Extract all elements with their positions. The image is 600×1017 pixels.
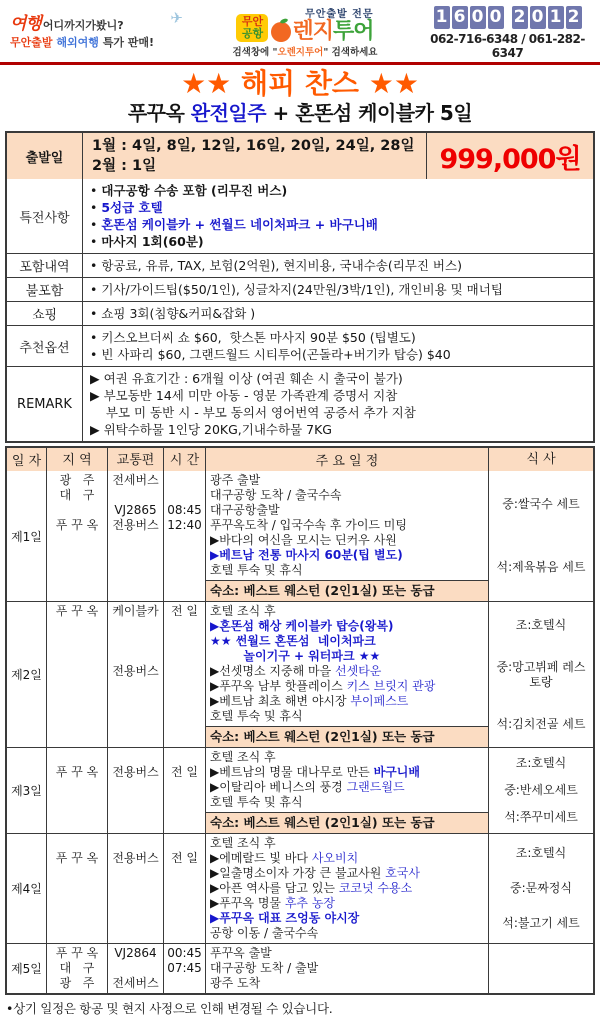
transport-line xyxy=(108,634,163,649)
transport-line xyxy=(108,750,163,765)
transport-line: 케이블카 xyxy=(112,604,159,618)
meal-cell xyxy=(489,748,593,833)
summary-row xyxy=(7,325,593,366)
summary-row-label: REMARK xyxy=(7,367,83,441)
column-header: 주 요 일 정 xyxy=(206,448,489,471)
title-text: 해피 찬스 xyxy=(241,67,359,100)
day-label: 제2일 xyxy=(7,602,47,747)
region-cell xyxy=(47,602,108,747)
region-line: 푸 꾸 옥 xyxy=(55,518,99,532)
meal-item: 중:망고뷔페 레스토랑 xyxy=(496,659,586,689)
day-label: 제5일 xyxy=(7,944,47,993)
page-title xyxy=(0,68,600,100)
region-cell xyxy=(47,834,108,943)
transport-cell xyxy=(108,748,164,833)
region-line: 대 구 xyxy=(59,488,95,502)
lodging-bar: 숙소: 베스트 웨스턴 (2인1실) 또는 동급 xyxy=(206,580,488,601)
text-line: ▶선셋명소 지중해 마을 선셋타운 xyxy=(210,664,382,678)
transport-cell xyxy=(108,471,164,601)
schedule-lines xyxy=(206,944,488,993)
region-cell xyxy=(47,471,108,601)
summary-row-label: 불포함 xyxy=(7,278,83,301)
transport-line xyxy=(108,961,163,976)
text-line: 호텔 투숙 및 휴식 xyxy=(210,563,303,577)
orange-fruit-icon xyxy=(271,22,291,42)
summary-row-body xyxy=(83,179,593,253)
day-row xyxy=(7,601,593,747)
summary-row-label: 쇼핑 xyxy=(7,302,83,325)
region-cell xyxy=(47,748,108,833)
text-line: ▶일출명소이자 가장 큰 불교사원 호국사 xyxy=(210,866,420,880)
price: 999,000원 xyxy=(439,143,581,175)
transport-line: 전용버스 xyxy=(112,765,159,779)
departure-label: 출발일 xyxy=(7,133,83,179)
meal-item: 석:김치전골 세트 xyxy=(496,716,586,731)
meal-item: 조:호텔식 xyxy=(515,846,567,860)
text-line: 대구공항 도착 / 출국수속 xyxy=(210,488,342,502)
summary-row-label: 포함내역 xyxy=(7,254,83,277)
day-row xyxy=(7,833,593,943)
left-brand: 여행 xyxy=(10,13,41,34)
region-line: 광 주 xyxy=(59,473,95,487)
subtitle-segment: 완전일주 xyxy=(190,101,267,125)
hotline-digit: 1 xyxy=(434,6,450,29)
text-line: 호텔 조식 후 xyxy=(210,604,276,618)
schedule-cell xyxy=(206,748,489,833)
meal-item: 석:쭈꾸미세트 xyxy=(504,810,578,824)
region-line xyxy=(47,503,107,518)
column-header: 교통편 xyxy=(108,448,164,471)
text-line: • 쇼핑 3회(침향&커피&잡화 ) xyxy=(90,306,256,321)
transport-line xyxy=(108,488,163,503)
text-line: ▶푸꾸옥 남부 핫플레이스 키스 브릿지 관광 xyxy=(210,679,436,693)
schedule-lines xyxy=(206,834,488,943)
text-line: 푸꾸옥도착 / 입국수속 후 가이드 미팅 xyxy=(210,518,407,532)
center-top-line: 무안출발 전문 xyxy=(305,9,374,20)
region-line: 대 구 xyxy=(59,961,95,975)
text-line: ▶에메랄드 빛 바다 사오비치 xyxy=(210,851,359,865)
day-label: 제4일 xyxy=(7,834,47,943)
hotline-digit: 6 xyxy=(452,6,468,29)
time-cell xyxy=(164,471,206,601)
transport-line xyxy=(108,619,163,634)
transport-line xyxy=(108,649,163,664)
region-line xyxy=(47,836,107,851)
text-line: ★★ 썬월드 혼똔섬 네이처파크 xyxy=(210,634,376,648)
column-header: 식 사 xyxy=(526,452,556,467)
itinerary-header-row xyxy=(7,448,593,471)
region-line xyxy=(47,750,107,765)
day-label: 제3일 xyxy=(7,748,47,833)
summary-row xyxy=(7,179,593,253)
phone-numbers: 062-716-6348 / 061-282-6347 xyxy=(430,32,585,60)
text-line: 대구공항출발 xyxy=(210,503,280,517)
transport-cell xyxy=(108,834,164,943)
schedule-lines xyxy=(206,748,488,812)
meal-item: 석:불고기 세트 xyxy=(502,916,580,930)
text-line: 광주 도착 xyxy=(210,976,261,990)
text-line: 호텔 투숙 및 휴식 xyxy=(210,709,303,723)
transport-line: 전세버스 xyxy=(112,473,159,487)
subtitle-segment: 푸꾸옥 xyxy=(127,101,191,125)
departure-row xyxy=(7,133,593,179)
meal-cell xyxy=(489,944,593,993)
summary-row-body xyxy=(83,278,593,301)
left-tagline: 어디까지가봤니? xyxy=(42,18,124,32)
text-line: 호텔 조식 후 xyxy=(210,750,276,764)
search-hint: 검색창에 "오렌지투어" 검색하세요 xyxy=(232,47,378,58)
summary-row xyxy=(7,301,593,325)
star-icons-left: ★★ xyxy=(181,67,232,100)
departure-dates xyxy=(83,133,427,179)
time-line: 전 일 xyxy=(171,851,198,865)
hotline-digit: 0 xyxy=(488,6,504,29)
text-line: • 항공료, 유류, TAX, 보험(2억원), 현지비용, 국내수송(리무진 버스) xyxy=(90,258,462,273)
meal-cell xyxy=(489,471,593,601)
itinerary-table xyxy=(5,446,595,995)
time-line: 전 일 xyxy=(171,604,198,618)
hotline-digit: 2 xyxy=(566,6,582,29)
text-line: ▶ 위탁수하물 1인당 20KG,기내수하물 7KG xyxy=(90,422,332,437)
text-line: 호텔 조식 후 xyxy=(210,836,276,850)
transport-line: VJ2865 xyxy=(114,503,157,517)
itinerary-days xyxy=(7,471,593,993)
transport-line: 전용버스 xyxy=(112,851,159,865)
text-line: 대구공항 도착 / 출발 xyxy=(210,961,319,975)
schedule-lines xyxy=(206,471,488,580)
transport-cell xyxy=(108,602,164,747)
text-line: ▶베트남의 명물 대나무로 만든 바구니배 xyxy=(210,765,420,779)
hotline-digits xyxy=(425,6,590,29)
text-line: 호텔 투숙 및 휴식 xyxy=(210,795,303,809)
text-line: 부모 미 동반 시 - 부모 동의서 영어번역 공증서 추가 지참 xyxy=(90,405,416,420)
schedule-cell xyxy=(206,834,489,943)
time-cell xyxy=(164,602,206,747)
summary-table xyxy=(5,131,595,443)
day-row xyxy=(7,747,593,833)
time-line xyxy=(164,488,205,503)
summary-row xyxy=(7,253,593,277)
text-line: • 혼똔섬 케이블카 + 썬월드 네이처파크 + 바구니배 xyxy=(90,217,378,232)
transport-line xyxy=(108,836,163,851)
meal-item: 조:호텔식 xyxy=(515,617,567,632)
transport-line: VJ2864 xyxy=(114,946,157,960)
text-line: ▶푸꾸옥 대표 즈엉동 야시장 xyxy=(210,911,360,925)
departure-date-line: 1월 : 4일, 8일, 12일, 16일, 20일, 24일, 28일 xyxy=(92,138,415,154)
column-header: 일 자 xyxy=(7,448,47,471)
center-logo xyxy=(210,8,400,58)
region-line: 푸 꾸 옥 xyxy=(55,851,99,865)
meal-cell xyxy=(489,602,593,747)
summary-row xyxy=(7,277,593,301)
hotline-digit: 0 xyxy=(530,6,546,29)
time-line: 07:45 xyxy=(167,961,202,975)
summary-row xyxy=(7,366,593,441)
summary-row-body xyxy=(83,367,593,441)
day-row xyxy=(7,943,593,993)
column-header: 지 역 xyxy=(47,448,108,471)
time-line: 00:45 xyxy=(167,946,202,960)
airport-badge: 무안 공항 xyxy=(236,14,268,42)
schedule-cell xyxy=(206,602,489,747)
time-line: 전 일 xyxy=(171,765,198,779)
text-line: 공항 이동 / 출국수속 xyxy=(210,926,319,940)
text-line: ▶이탈리아 베니스의 풍경 그랜드월드 xyxy=(210,780,405,794)
text-line: ▶바다의 여신을 모시는 딘커우 사원 xyxy=(210,533,397,547)
meal-item: 중:반세오세트 xyxy=(504,783,578,797)
hotline-digit: 2 xyxy=(512,6,528,29)
text-line: • 기사/가이드팁($50/1인), 싱글차지(24만원/3박/1인), 개인비용 및 매너팁 xyxy=(90,282,503,297)
meal-item: 중:문짜정식 xyxy=(509,881,572,895)
text-line: 놀이기구 + 워터파크 ★★ xyxy=(210,649,381,663)
text-line: ▶ 여권 유효기간 : 6개월 이상 (여권 훼손 시 출국이 불가) xyxy=(90,371,403,386)
transport-cell xyxy=(108,944,164,993)
hotline-digit: 0 xyxy=(470,6,486,29)
summary-row-label: 특전사항 xyxy=(7,179,83,253)
text-line: • 5성급 호텔 xyxy=(90,200,163,215)
page-subtitle xyxy=(0,100,600,126)
lodging-bar: 숙소: 베스트 웨스턴 (2인1실) 또는 동급 xyxy=(206,812,488,833)
text-line: ▶베트남 최초 해변 야시장 부이페스트 xyxy=(210,694,409,708)
brand-logo: 렌지 투어 xyxy=(271,22,373,42)
transport-line: 전용버스 xyxy=(112,518,159,532)
time-cell xyxy=(164,944,206,993)
day-row xyxy=(7,471,593,601)
text-line: ▶혼똔섬 해상 케이블카 탑승(왕복) xyxy=(210,619,394,633)
text-line: • 대구공항 수송 포함 (리무진 버스) xyxy=(90,183,288,198)
column-header: 시 간 xyxy=(164,448,206,471)
header xyxy=(0,0,600,60)
summary-rows xyxy=(7,179,593,441)
summary-row-label: 추천옵션 xyxy=(7,326,83,366)
star-icons-right: ★★ xyxy=(368,67,419,100)
text-line: • 키스오브더씨 쇼 $60, 핫스톤 마사지 90분 $50 (팁별도) xyxy=(90,330,416,345)
day-label: 제1일 xyxy=(7,471,47,601)
subtitle-segment: + 혼똔섬 케이블카 5일 xyxy=(266,101,473,125)
region-line: 푸 꾸 옥 xyxy=(55,604,99,618)
hotline-digit: 1 xyxy=(548,6,564,29)
text-line: ▶베트남 전통 마사지 60분(팁 별도) xyxy=(210,548,403,562)
region-line: 광 주 xyxy=(59,976,95,990)
time-cell xyxy=(164,748,206,833)
region-line: 푸 꾸 옥 xyxy=(55,946,99,960)
text-line: 푸꾸옥 출발 xyxy=(210,946,272,960)
meal-item: 조:호텔식 xyxy=(515,756,567,770)
schedule-lines xyxy=(206,602,488,726)
time-cell xyxy=(164,834,206,943)
time-line: 12:40 xyxy=(167,518,202,532)
summary-row-body xyxy=(83,302,593,325)
time-line xyxy=(164,750,205,765)
time-line xyxy=(164,473,205,488)
text-line: • 마사지 1회(60분) xyxy=(90,234,204,249)
transport-line: 전세버스 xyxy=(112,976,159,990)
lodging-bar: 숙소: 베스트 웨스턴 (2인1실) 또는 동급 xyxy=(206,726,488,747)
schedule-cell xyxy=(206,471,489,601)
text-line: 광주 출발 xyxy=(210,473,261,487)
time-line xyxy=(164,836,205,851)
meal-cell xyxy=(489,834,593,943)
left-promo: 무안출발 해외여행 특가 판매! xyxy=(10,35,155,49)
summary-row-body xyxy=(83,326,593,366)
text-line: • 빈 사파리 $60, 그랜드월드 시티투어(곤돌라+버기카 탑승) $40 xyxy=(90,347,451,362)
text-line: ▶ 부모동반 14세 미만 아동 - 영문 가족관계 증명서 지참 xyxy=(90,388,398,403)
contact-block xyxy=(425,6,590,60)
airplane-icon: ✈ xyxy=(170,8,183,27)
top-rule xyxy=(0,62,600,65)
meal-item: 중:쌀국수 세트 xyxy=(502,497,580,511)
transport-line: 전용버스 xyxy=(112,664,159,678)
departure-date-line: 2월 : 1일 xyxy=(92,158,157,174)
left-logo xyxy=(10,8,185,50)
text-line: ▶푸꾸옥 명물 후추 농장 xyxy=(210,896,336,910)
footer-note: •상기 일정은 항공 및 현지 사정으로 인해 변경될 수 있습니다. xyxy=(6,1001,333,1016)
meal-item: 석:제육볶음 세트 xyxy=(496,560,586,574)
text-line: ▶아픈 역사를 담고 있는 코코넛 수용소 xyxy=(210,881,413,895)
region-line: 푸 꾸 옥 xyxy=(55,765,99,779)
digit-gap xyxy=(506,6,510,29)
summary-row-body xyxy=(83,254,593,277)
time-line: 08:45 xyxy=(167,503,202,517)
region-cell xyxy=(47,944,108,993)
schedule-cell xyxy=(206,944,489,993)
